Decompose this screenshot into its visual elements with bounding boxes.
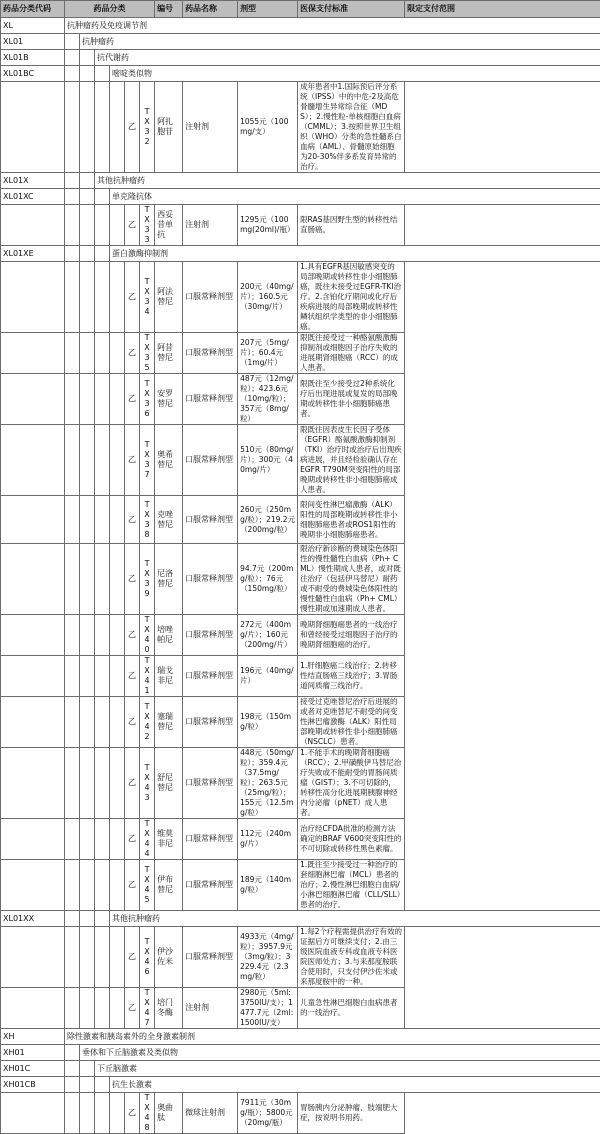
indent-cell: [65, 425, 80, 496]
category-label: 其他抗肿瘤药: [95, 173, 600, 189]
drug-name: 尼洛替尼: [155, 544, 183, 615]
dosage-form: 口服常释剂型: [183, 615, 238, 656]
category-label: 除性激素和胰岛素外的全身激素制剂: [65, 1029, 600, 1045]
code-cell: [1, 656, 65, 697]
category-code: XH01C: [1, 1061, 65, 1077]
mark-cell: 乙: [125, 656, 140, 697]
drug-row: [1, 748, 600, 819]
category-row: [1, 18, 600, 34]
payment-standard: 200元（40mg/片）；160.5元（30mg/片）: [238, 262, 298, 333]
category-row: [1, 1045, 600, 1061]
code-cell: [1, 988, 65, 1029]
indent-cell: [80, 189, 95, 205]
indent-cell: [110, 748, 125, 819]
payment-limit: 限治疗新诊断的费城染色体阳性的慢性髓性白血病（Ph+ CML）慢性期成人患者，或对既往治疗（包括伊马替尼）耐药或不耐受的费城染色体阳性的慢性髓性白血病（Ph+ CML）慢性期或加速期成人患者。: [298, 544, 405, 615]
header-category: 药品分类: [65, 1, 155, 18]
dosage-form: 口服常释剂型: [183, 927, 238, 988]
indent-cell: [110, 262, 125, 333]
mark-cell: 乙: [125, 927, 140, 988]
payment-limit: 胃肠胰内分泌肿瘤、肢端肥大症，按说明书用药。: [298, 1093, 405, 1134]
number-cell: TX43: [140, 748, 155, 819]
header-row: [1, 1, 600, 18]
drug-name: 阿昔替尼: [155, 333, 183, 374]
payment-limit: 1.肝细胞癌二线治疗；2.转移性结直肠癌三线治疗；3.胃肠道间质瘤三线治疗。: [298, 656, 405, 697]
indent-cell: [95, 748, 110, 819]
category-label: 单克隆抗体: [110, 189, 600, 205]
code-cell: [1, 860, 65, 911]
code-cell: [1, 262, 65, 333]
indent-cell: [95, 911, 110, 927]
drug-row: [1, 262, 600, 333]
indent-cell: [80, 173, 95, 189]
indent-cell: [110, 927, 125, 988]
drug-name: 阿扎胞苷: [155, 82, 183, 173]
drug-name: 维莫非尼: [155, 819, 183, 860]
indent-cell: [95, 374, 110, 425]
payment-standard: 112元（240mg/片）: [238, 819, 298, 860]
code-cell: [1, 748, 65, 819]
drug-row: [1, 205, 600, 246]
indent-cell: [65, 615, 80, 656]
code-cell: [1, 1093, 65, 1134]
mark-cell: 乙: [125, 205, 140, 246]
drug-name: 伊沙佐米: [155, 927, 183, 988]
number-cell: TX32: [140, 82, 155, 173]
mark-cell: 乙: [125, 748, 140, 819]
mark-cell: 乙: [125, 333, 140, 374]
category-code: XL01X: [1, 173, 65, 189]
drug-row: [1, 697, 600, 748]
code-cell: [1, 697, 65, 748]
drug-row: [1, 496, 600, 544]
category-label: 抗肿瘤药: [80, 34, 600, 50]
payment-standard: 189元（140mg/粒）: [238, 860, 298, 911]
category-label: 垂体和下丘脑激素及类似物: [80, 1045, 600, 1061]
code-cell: [1, 82, 65, 173]
indent-cell: [95, 333, 110, 374]
indent-cell: [65, 333, 80, 374]
payment-limit: 晚期肾细胞癌患者的一线治疗和曾经接受过细胞因子治疗的晚期肾细胞癌的治疗。: [298, 615, 405, 656]
indent-cell: [110, 205, 125, 246]
category-label: 下丘脑激素: [95, 1061, 600, 1077]
dosage-form: 注射剂: [183, 988, 238, 1029]
category-row: [1, 1029, 600, 1045]
payment-limit: 限间变性淋巴瘤激酶（ALK）阳性的局部晚期或转移性非小细胞肺癌患者或ROS1阳性的晚期非小细胞肺癌患者。: [298, 496, 405, 544]
indent-cell: [95, 656, 110, 697]
indent-cell: [110, 333, 125, 374]
drug-name: 培唑帕尼: [155, 615, 183, 656]
drug-row: [1, 860, 600, 911]
category-label: 其他抗肿瘤药: [110, 911, 600, 927]
indent-cell: [110, 860, 125, 911]
dosage-form: 注射剂: [183, 205, 238, 246]
indent-cell: [65, 50, 80, 66]
indent-cell: [80, 496, 95, 544]
category-row: [1, 1077, 600, 1093]
indent-cell: [65, 374, 80, 425]
drug-name: 西妥昔单抗: [155, 205, 183, 246]
category-code: XH: [1, 1029, 65, 1045]
number-cell: TX40: [140, 615, 155, 656]
payment-standard: 7911元（30mg/瓶）；5800元（20mg/瓶）: [238, 1093, 298, 1134]
dosage-form: 口服常释剂型: [183, 425, 238, 496]
payment-limit: 接受过克唑替尼治疗后进展的或者对克唑替尼不耐受的间变性淋巴瘤激酶（ALK）阳性局部晚期或转移性非小细胞肺癌（NSCLC）患者。: [298, 697, 405, 748]
indent-cell: [110, 425, 125, 496]
category-row: [1, 173, 600, 189]
indent-cell: [110, 656, 125, 697]
header-payment: 医保支付标准: [298, 1, 405, 18]
indent-cell: [80, 333, 95, 374]
mark-cell: 乙: [125, 697, 140, 748]
drug-name: 培门冬酶: [155, 988, 183, 1029]
indent-cell: [65, 205, 80, 246]
code-cell: [1, 425, 65, 496]
indent-cell: [80, 860, 95, 911]
code-cell: [1, 544, 65, 615]
drug-row: [1, 333, 600, 374]
indent-cell: [110, 819, 125, 860]
indent-cell: [95, 66, 110, 82]
mark-cell: 乙: [125, 1093, 140, 1134]
category-row: [1, 66, 600, 82]
indent-cell: [110, 615, 125, 656]
indent-cell: [95, 1093, 110, 1134]
drug-name: 瑞戈非尼: [155, 656, 183, 697]
indent-cell: [65, 860, 80, 911]
indent-cell: [65, 189, 80, 205]
category-code: XH01: [1, 1045, 65, 1061]
drug-row: [1, 544, 600, 615]
indent-cell: [80, 246, 95, 262]
number-cell: TX36: [140, 374, 155, 425]
number-cell: TX37: [140, 425, 155, 496]
category-row: [1, 911, 600, 927]
mark-cell: 乙: [125, 819, 140, 860]
header-form: 剂型: [238, 1, 298, 18]
indent-cell: [95, 927, 110, 988]
category-label: 抗代谢药: [95, 50, 600, 66]
payment-standard: 487元（12mg/粒）；423.6元（10mg/粒）；357元（8mg/粒）: [238, 374, 298, 425]
payment-limit: 限既往接受过一种酪氨酸激酶抑制剂或细胞因子治疗失败的进展期肾细胞癌（RCC）的成人患者。: [298, 333, 405, 374]
dosage-form: 口服常释剂型: [183, 860, 238, 911]
mark-cell: 乙: [125, 262, 140, 333]
indent-cell: [80, 988, 95, 1029]
payment-standard: 4933元（4mg/粒）；3957.9元（3mg/粒）；3229.4元（2.3mg/粒）: [238, 927, 298, 988]
number-cell: TX44: [140, 819, 155, 860]
indent-cell: [110, 988, 125, 1029]
dosage-form: 口服常释剂型: [183, 333, 238, 374]
indent-cell: [80, 615, 95, 656]
drug-row: [1, 927, 600, 988]
number-cell: TX41: [140, 656, 155, 697]
header-name: 药品名称: [183, 1, 238, 18]
category-code: XL01XC: [1, 189, 65, 205]
mark-cell: 乙: [125, 425, 140, 496]
payment-limit: 限既往至少接受过2种系统化疗后出现进展或复发的局部晚期或转移性非小细胞肺癌患者。: [298, 374, 405, 425]
indent-cell: [80, 819, 95, 860]
indent-cell: [110, 496, 125, 544]
category-label: 抗生长激素: [110, 1077, 600, 1093]
mark-cell: 乙: [125, 988, 140, 1029]
payment-limit: 儿童急性淋巴细胞白血病患者的一线治疗。: [298, 988, 405, 1029]
category-row: [1, 246, 600, 262]
category-code: XL: [1, 18, 65, 34]
indent-cell: [65, 697, 80, 748]
drug-name: 舒尼替尼: [155, 748, 183, 819]
indent-cell: [65, 173, 80, 189]
dosage-form: 注射剂: [183, 82, 238, 173]
number-cell: TX38: [140, 496, 155, 544]
drug-row: [1, 425, 600, 496]
payment-standard: 198元（150mg/粒）: [238, 697, 298, 748]
indent-cell: [65, 544, 80, 615]
mark-cell: 乙: [125, 82, 140, 173]
mark-cell: 乙: [125, 496, 140, 544]
drug-row: [1, 656, 600, 697]
drug-row: [1, 988, 600, 1029]
dosage-form: 口服常释剂型: [183, 819, 238, 860]
payment-standard: 260元（250mg/粒）；219.2元（200mg/粒）: [238, 496, 298, 544]
indent-cell: [110, 82, 125, 173]
number-cell: TX48: [140, 1093, 155, 1134]
indent-cell: [65, 262, 80, 333]
indent-cell: [95, 819, 110, 860]
indent-cell: [65, 988, 80, 1029]
indent-cell: [80, 748, 95, 819]
indent-cell: [110, 1093, 125, 1134]
payment-standard: 94.7元（200mg/粒）；76元（150mg/粒）: [238, 544, 298, 615]
indent-cell: [65, 246, 80, 262]
indent-cell: [80, 911, 95, 927]
category-row: [1, 34, 600, 50]
indent-cell: [95, 860, 110, 911]
mark-cell: 乙: [125, 860, 140, 911]
indent-cell: [95, 189, 110, 205]
drug-name: 塞瑞替尼: [155, 697, 183, 748]
payment-limit: 限既往因表皮生长因子受体（EGFR）酪氨酸激酶抑制剂（TKI）治疗时或治疗后出现疾病进展，并且经检验确认存在EGFR T790M突变阳性的局部晚期或转移性非小细胞肺癌成人患者。: [298, 425, 405, 496]
payment-limit: 1.具有EGFR基因敏感突变的局部晚期或转移性非小细胞肺癌，既往未接受过EGFR-TKI治疗。2.含铂化疗期间或化疗后疾病进展的局部晚期或转移性鳞状组织学类型的非小细胞肺癌。: [298, 262, 405, 333]
drug-name: 安罗替尼: [155, 374, 183, 425]
code-cell: [1, 819, 65, 860]
payment-limit: 治疗经CFDA批准的检测方法确定的BRAF V600突变阳性的不可切除或转移性黑色素瘤。: [298, 819, 405, 860]
indent-cell: [65, 1077, 80, 1093]
category-code: XL01XE: [1, 246, 65, 262]
indent-cell: [80, 66, 95, 82]
indent-cell: [80, 927, 95, 988]
dosage-form: 口服常释剂型: [183, 374, 238, 425]
dosage-form: 口服常释剂型: [183, 262, 238, 333]
code-cell: [1, 333, 65, 374]
code-cell: [1, 374, 65, 425]
indent-cell: [80, 50, 95, 66]
payment-limit: 1.每2个疗程需提供治疗有效的证据后方可继续支付；2.由三级医院血液专科或血液专科医院医师处方；3.与来那度胺联合使用时，只支付伊沙佐米或来那度胺中的一种。: [298, 927, 405, 988]
indent-cell: [95, 544, 110, 615]
drug-row: [1, 1093, 600, 1134]
number-cell: TX35: [140, 333, 155, 374]
indent-cell: [95, 262, 110, 333]
indent-cell: [80, 697, 95, 748]
payment-standard: 448元（50mg/粒）；359.4元（37.5mg/粒）；263.5元（25mg/粒）；155元（12.5mg/粒）: [238, 748, 298, 819]
drug-name: 奥希替尼: [155, 425, 183, 496]
indent-cell: [65, 1045, 80, 1061]
category-code: XL01BC: [1, 66, 65, 82]
payment-standard: 1295元（100mg(20ml)/瓶）: [238, 205, 298, 246]
category-label: 嘧啶类似物: [110, 66, 600, 82]
indent-cell: [95, 615, 110, 656]
indent-cell: [110, 544, 125, 615]
indent-cell: [80, 656, 95, 697]
drug-row: [1, 82, 600, 173]
indent-cell: [65, 82, 80, 173]
indent-cell: [95, 246, 110, 262]
indent-cell: [80, 1093, 95, 1134]
payment-limit: 限RAS基因野生型的转移性结直肠癌。: [298, 205, 405, 246]
header-number: 编号: [155, 1, 183, 18]
indent-cell: [65, 911, 80, 927]
category-label: 抗肿瘤药及免疫调节剂: [65, 18, 600, 34]
number-cell: TX39: [140, 544, 155, 615]
indent-cell: [95, 496, 110, 544]
drug-name: 阿法替尼: [155, 262, 183, 333]
category-code: XH01CB: [1, 1077, 65, 1093]
indent-cell: [95, 988, 110, 1029]
indent-cell: [95, 82, 110, 173]
number-cell: TX42: [140, 697, 155, 748]
indent-cell: [95, 697, 110, 748]
category-label: 蛋白激酶抑制剂: [110, 246, 600, 262]
category-code: XL01XX: [1, 911, 65, 927]
dosage-form: 口服常释剂型: [183, 697, 238, 748]
payment-limit: 1.既往至少接受过一种治疗的套细胞淋巴瘤（MCL）患者的治疗；2.慢性淋巴细胞白血病/小淋巴细胞淋巴瘤（CLL/SLL）患者的治疗。: [298, 860, 405, 911]
indent-cell: [80, 544, 95, 615]
header-limit: 限定支付范围: [405, 1, 600, 18]
header-code: 药品分类代码: [1, 1, 65, 18]
code-cell: [1, 615, 65, 656]
payment-standard: 1055元（100mg/支）: [238, 82, 298, 173]
dosage-form: 口服常释剂型: [183, 748, 238, 819]
number-cell: TX34: [140, 262, 155, 333]
drug-row: [1, 615, 600, 656]
category-row: [1, 1061, 600, 1077]
indent-cell: [110, 697, 125, 748]
payment-standard: 196元（40mg/片）: [238, 656, 298, 697]
indent-cell: [65, 66, 80, 82]
dosage-form: 口服常释剂型: [183, 496, 238, 544]
drug-name: 克唑替尼: [155, 496, 183, 544]
number-cell: TX45: [140, 860, 155, 911]
mark-cell: 乙: [125, 374, 140, 425]
payment-standard: 510元（80mg/片）；300元（40mg/片）: [238, 425, 298, 496]
indent-cell: [80, 205, 95, 246]
payment-standard: 2980元（5ml:3750IU/支）；1477.7元（2ml:1500IU/支）: [238, 988, 298, 1029]
drug-name: 奥曲肽: [155, 1093, 183, 1134]
code-cell: [1, 205, 65, 246]
indent-cell: [80, 1061, 95, 1077]
payment-standard: 272元（400mg/片）；160元（200mg/片）: [238, 615, 298, 656]
indent-cell: [95, 1077, 110, 1093]
indent-cell: [65, 496, 80, 544]
dosage-form: 口服常释剂型: [183, 656, 238, 697]
indent-cell: [65, 1061, 80, 1077]
indent-cell: [65, 819, 80, 860]
indent-cell: [80, 262, 95, 333]
category-row: [1, 189, 600, 205]
mark-cell: 乙: [125, 544, 140, 615]
indent-cell: [65, 1093, 80, 1134]
payment-standard: 207元（5mg/片）；60.4元（1mg/片）: [238, 333, 298, 374]
indent-cell: [65, 748, 80, 819]
indent-cell: [65, 656, 80, 697]
payment-limit: 成年患者中1.国际预后评分系统（IPSS）中的中危-2及高危骨髓增生异常综合征（MDS）；2.慢性粒-单核细胞白血病（CMML）；3.按照世界卫生组织（WHO）分类的急性髓系白血病（AML）、骨髓原始细胞为20-30%伴多系发育异常的治疗。: [298, 82, 405, 173]
indent-cell: [65, 34, 80, 50]
number-cell: TX47: [140, 988, 155, 1029]
indent-cell: [95, 425, 110, 496]
indent-cell: [80, 1077, 95, 1093]
table-body: [1, 18, 600, 1134]
code-cell: [1, 927, 65, 988]
indent-cell: [65, 927, 80, 988]
drug-row: [1, 374, 600, 425]
code-cell: [1, 496, 65, 544]
number-cell: TX33: [140, 205, 155, 246]
payment-limit: 1.不能手术的晚期肾细胞癌（RCC）；2.甲磺酸伊马替尼治疗失败或不能耐受的胃肠间质瘤（GIST）；3.不可切除的，转移性高分化进展期胰腺神经内分泌瘤（pNET）成人患者。: [298, 748, 405, 819]
category-code: XL01: [1, 34, 65, 50]
mark-cell: 乙: [125, 615, 140, 656]
indent-cell: [95, 205, 110, 246]
number-cell: TX46: [140, 927, 155, 988]
dosage-form: 微球注射剂: [183, 1093, 238, 1134]
indent-cell: [80, 425, 95, 496]
drug-row: [1, 819, 600, 860]
category-row: [1, 50, 600, 66]
indent-cell: [80, 374, 95, 425]
drug-name: 伊布替尼: [155, 860, 183, 911]
indent-cell: [110, 374, 125, 425]
dosage-form: 口服常释剂型: [183, 544, 238, 615]
indent-cell: [80, 82, 95, 173]
category-code: XL01B: [1, 50, 65, 66]
